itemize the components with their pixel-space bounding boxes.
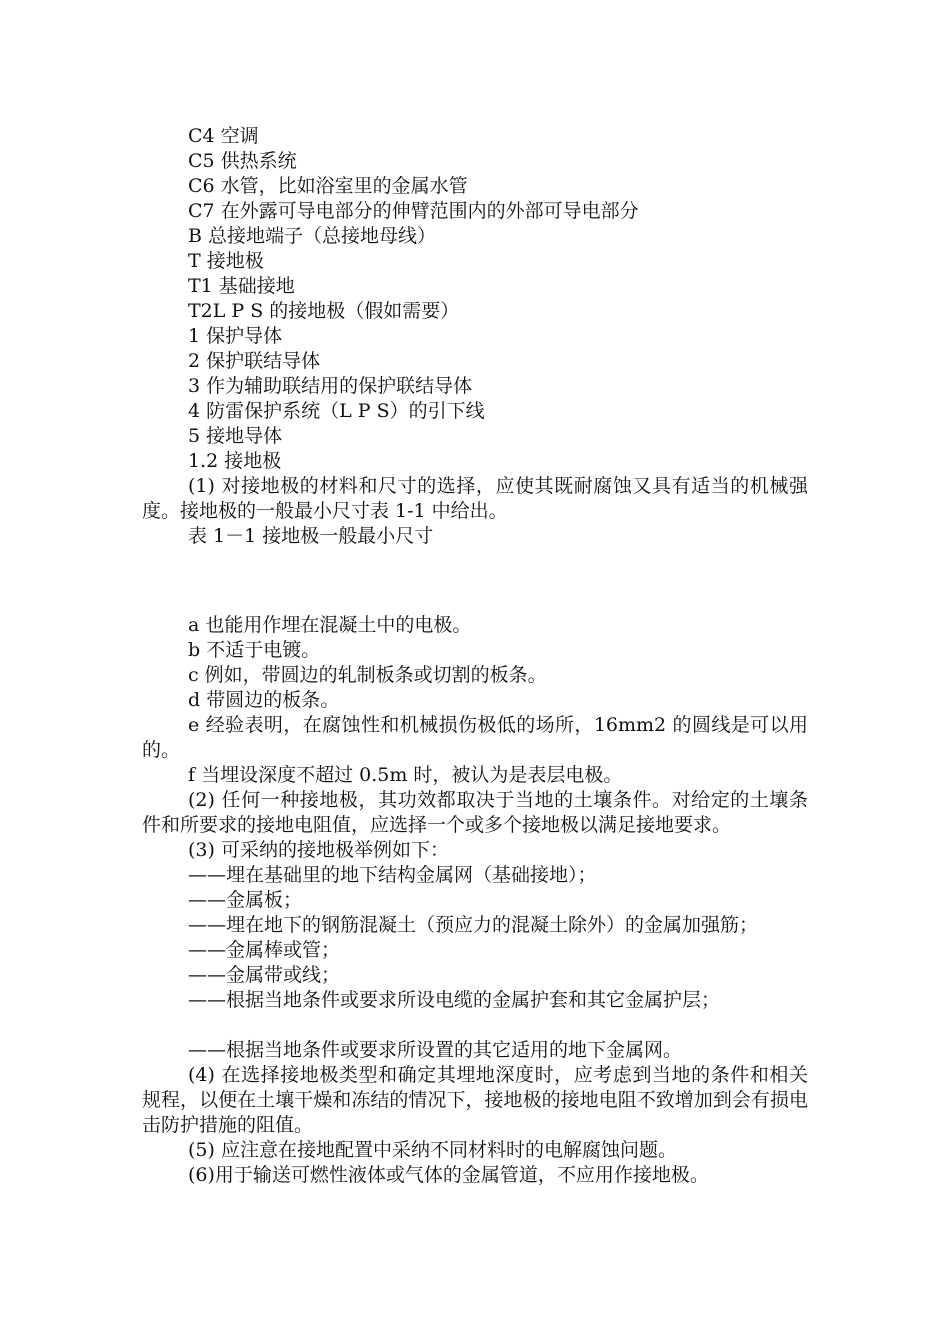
list-item-5: ——金属带或线； — [188, 964, 341, 986]
note-e: e 经验表明，在腐蚀性和机械损伤极低的场所，16mm2 的圆线是可以用的。 — [142, 714, 808, 761]
line-t1: T1 基础接地 — [188, 275, 295, 297]
paragraph-5: (5) 应注意在接地配置中采纳不同材料时的电解腐蚀问题。 — [188, 1139, 677, 1161]
paragraph-4: (4) 在选择接地极类型和确定其埋地深度时，应考虑到当地的条件和相关规程，以便在土壤干燥和冻结的情况下，接地极的接地电阻不致增加到会有损电击防护措施的阻值。 — [142, 1064, 808, 1136]
line-2: 2 保护联结导体 — [188, 350, 321, 372]
note-b: b 不适于电镀。 — [188, 639, 321, 661]
line-5: 5 接地导体 — [188, 425, 283, 447]
line-c4: C4 空调 — [188, 125, 259, 147]
paragraph-3: (3) 可采纳的接地极举例如下： — [188, 839, 449, 861]
line-c6: C6 水管，比如浴室里的金属水管 — [188, 175, 468, 197]
paragraph-1: (1) 对接地极的材料和尺寸的选择，应使其既耐腐蚀又具有适当的机械强度。接地极的一般最小尺寸表 1-1 中给出。 — [142, 475, 808, 522]
document-body — [142, 124, 808, 1188]
paragraph-6: (6)用于输送可燃性液体或气体的金属管道，不应用作接地极。 — [188, 1164, 709, 1186]
line-1: 1 保护导体 — [188, 325, 283, 347]
table-placeholder-gap — [142, 549, 808, 613]
line-t: T 接地极 — [188, 250, 264, 272]
list-item-7: ——根据当地条件或要求所设置的其它适用的地下金属网。 — [188, 1039, 683, 1061]
note-f: f 当埋设深度不超过 0.5m 时，被认为是表层电极。 — [188, 764, 623, 786]
list-item-1: ——埋在基础里的地下结构金属网（基础接地）； — [188, 864, 597, 886]
blank-line — [142, 1013, 808, 1038]
paragraph-2: (2) 任何一种接地极，其功效都取决于当地的土壤条件。对给定的土壤条件和所要求的接地电阻值，应选择一个或多个接地极以满足接地要求。 — [142, 789, 808, 836]
line-b: B 总接地端子（总接地母线） — [188, 225, 437, 247]
line-c5: C5 供热系统 — [188, 150, 297, 172]
note-c: c 例如，带圆边的轧制板条或切割的板条。 — [188, 664, 547, 686]
list-item-6: ——根据当地条件或要求所设电缆的金属护套和其它金属护层； — [188, 989, 721, 1011]
section-heading-1-2: 1.2 接地极 — [188, 450, 282, 472]
note-a: a 也能用作埋在混凝土中的电极。 — [188, 614, 472, 636]
line-3: 3 作为辅助联结用的保护联结导体 — [188, 375, 473, 397]
table-caption: 表 1－1 接地极一般最小尺寸 — [188, 525, 434, 547]
list-item-3: ——埋在地下的钢筋混凝土（预应力的混凝土除外）的金属加强筋； — [188, 914, 759, 936]
line-t2: T2L P S 的接地极（假如需要） — [188, 300, 460, 322]
list-item-2: ——金属板； — [188, 889, 303, 911]
list-item-4: ——金属棒或管； — [188, 939, 341, 961]
note-d: d 带圆边的板条。 — [188, 689, 340, 711]
line-4: 4 防雷保护系统（L P S）的引下线 — [188, 400, 485, 422]
line-c7: C7 在外露可导电部分的伸臂范围内的外部可导电部分 — [188, 200, 639, 222]
